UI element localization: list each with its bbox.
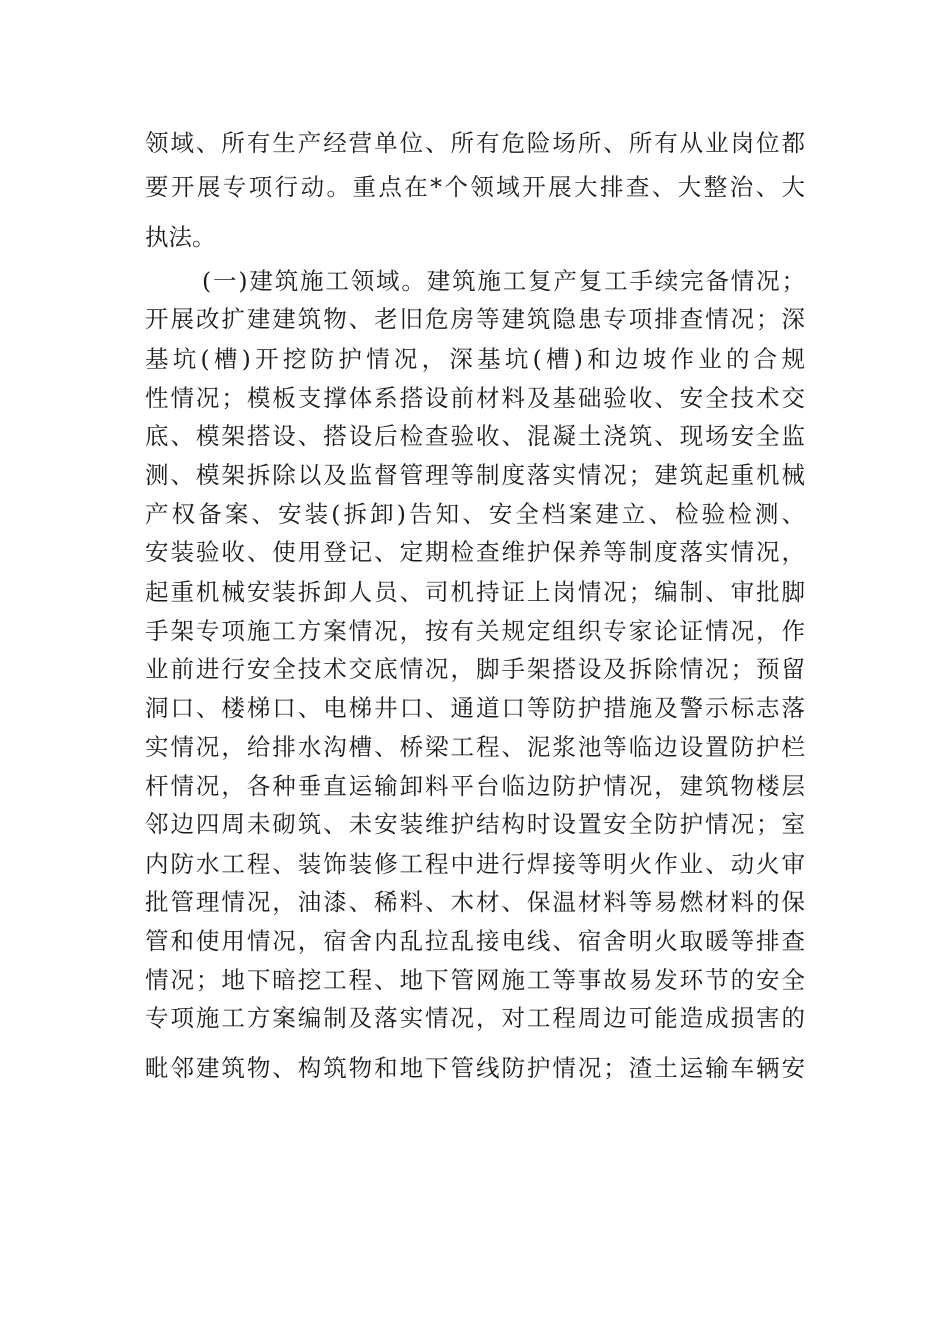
body-text-line: 安装验收、使用登记、定期检查维护保养等制度落实情况， xyxy=(145,538,805,566)
body-text-line: 底、模架搭设、搭设后检查验收、混凝土浇筑、现场安全监 xyxy=(145,422,805,450)
body-text-line: 测、模架拆除以及监督管理等制度落实情况；建筑起重机械 xyxy=(145,461,805,489)
body-text-line: 手架专项施工方案情况，按有关规定组织专家论证情况，作 xyxy=(145,617,805,645)
body-text-line: 基坑(槽)开挖防护情况，深基坑(槽)和边坡作业的合规 xyxy=(145,345,805,373)
body-text-line: 业前进行安全技术交底情况，脚手架搭设及拆除情况；预留 xyxy=(145,655,805,683)
body-text-line: 情况；地下暗挖工程、地下管网施工等事故易发环节的安全 xyxy=(145,966,805,994)
section-heading-line: (一)建筑施工领域。建筑施工复产复工手续完备情况； xyxy=(202,267,805,295)
body-text-line: 产权备案、安装(拆卸)告知、安全档案建立、检验检测、 xyxy=(145,500,805,528)
body-text-line: 洞口、楼梯口、电梯井口、通道口等防护措施及警示标志落 xyxy=(145,694,805,722)
body-text-line: 专项施工方案编制及落实情况，对工程周边可能造成损害的 xyxy=(145,1004,805,1032)
body-text-line: 管和使用情况，宿舍内乱拉乱接电线、宿舍明火取暖等排查 xyxy=(145,927,805,955)
body-text-line: 开展改扩建建筑物、老旧危房等建筑隐患专项排查情况；深 xyxy=(145,305,805,333)
body-text-line: 实情况，给排水沟槽、桥梁工程、泥浆池等临边设置防护栏 xyxy=(145,733,805,761)
body-text-line: 内防水工程、装饰装修工程中进行焊接等明火作业、动火审 xyxy=(145,850,805,878)
body-text-line: 性情况；模板支撑体系搭设前材料及基础验收、安全技术交 xyxy=(145,384,805,412)
body-text-line: 杆情况，各种垂直运输卸料平台临边防护情况，建筑物楼层 xyxy=(145,772,805,800)
body-text-line: 执法。 xyxy=(145,223,216,251)
body-text-line: 起重机械安装拆卸人员、司机持证上岗情况；编制、审批脚 xyxy=(145,578,805,606)
body-text-line: 领域、所有生产经营单位、所有危险场所、所有从业岗位都 xyxy=(145,129,805,157)
body-text-line: 批管理情况，油漆、稀料、木材、保温材料等易燃材料的保 xyxy=(145,888,805,916)
body-text-line: 邻边四周未砌筑、未安装维护结构时设置安全防护情况；室 xyxy=(145,810,805,838)
body-text-line: 毗邻建筑物、构筑物和地下管线防护情况；渣土运输车辆安 xyxy=(145,1054,805,1082)
body-text-line: 要开展专项行动。重点在*个领域开展大排查、大整治、大 xyxy=(145,173,805,201)
